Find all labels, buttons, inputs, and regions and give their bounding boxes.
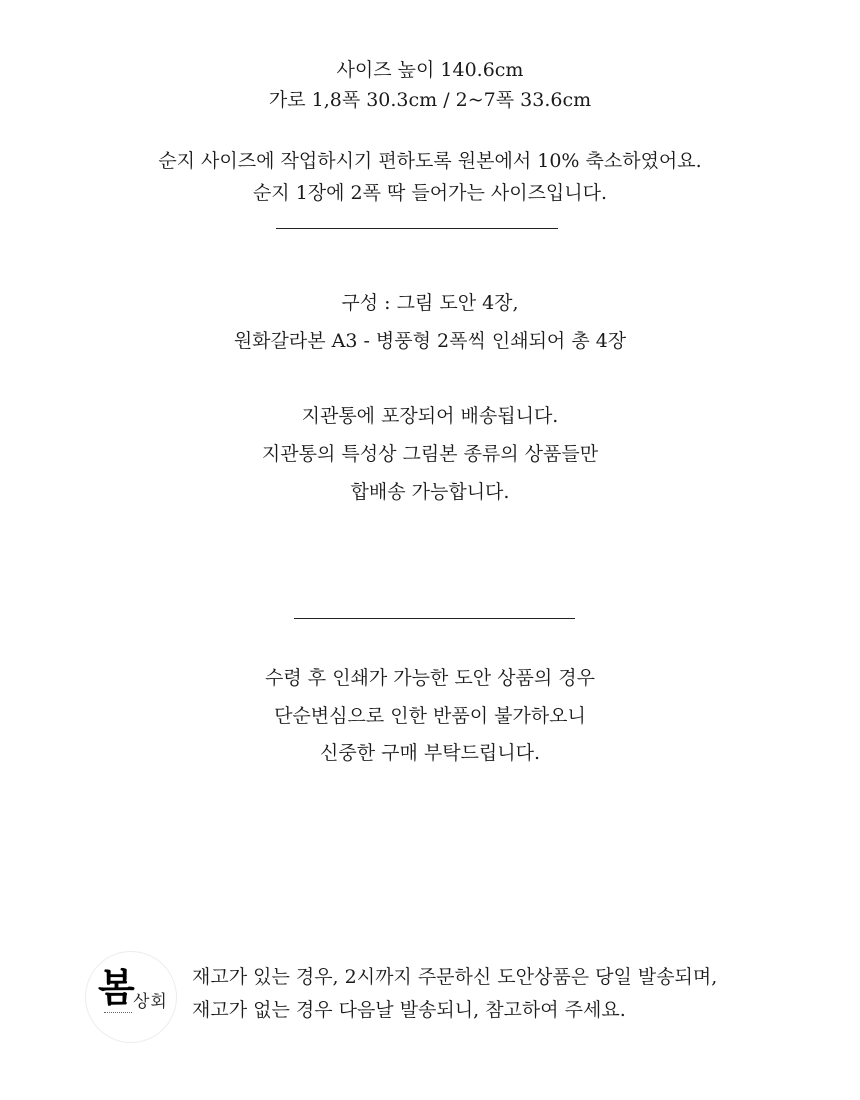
combined-shipping-text: 합배송 가능합니다. xyxy=(350,481,510,503)
refund-text-2: 단순변심으로 인한 반품이 불가하오니 xyxy=(274,705,586,727)
composition-detail-text: 원화갈라본 A3 - 병풍형 2폭씩 인쇄되어 총 4장 xyxy=(233,330,627,352)
refund-text-3: 신중한 구매 부탁드립니다. xyxy=(319,742,540,764)
brand-logo xyxy=(85,951,177,1043)
shipping-notice-line-2: 재고가 없는 경우 다음날 발송되니, 참고하여 주세요. xyxy=(192,999,626,1021)
logo-mark: 봄 xyxy=(98,966,134,1010)
logo-wordmark: 상회 xyxy=(133,992,168,1012)
fit-text: 순지 1장에 2폭 딱 들어가는 사이즈입니다. xyxy=(252,182,608,204)
refund-text-1: 수령 후 인쇄가 가능한 도안 상품의 경우 xyxy=(265,667,595,689)
packaging-text: 지관통에 포장되어 배송됩니다. xyxy=(301,405,559,427)
packaging-note-text: 지관통의 특성상 그림본 종류의 상품들만 xyxy=(261,443,599,465)
divider-middle xyxy=(294,618,575,619)
size-height-text: 사이즈 높이 140.6cm xyxy=(336,59,524,81)
reduction-text: 순지 사이즈에 작업하시기 편하도록 원본에서 10% 축소하였어요. xyxy=(158,150,702,172)
logo-underline xyxy=(104,1012,132,1013)
composition-text: 구성 : 그림 도안 4장, xyxy=(341,292,519,314)
shipping-notice-line-1: 재고가 있는 경우, 2시까지 주문하신 도안상품은 당일 발송되며, xyxy=(192,966,718,988)
divider-top xyxy=(276,228,558,229)
size-width-text: 가로 1,8폭 30.3cm / 2~7폭 33.6cm xyxy=(268,89,592,111)
